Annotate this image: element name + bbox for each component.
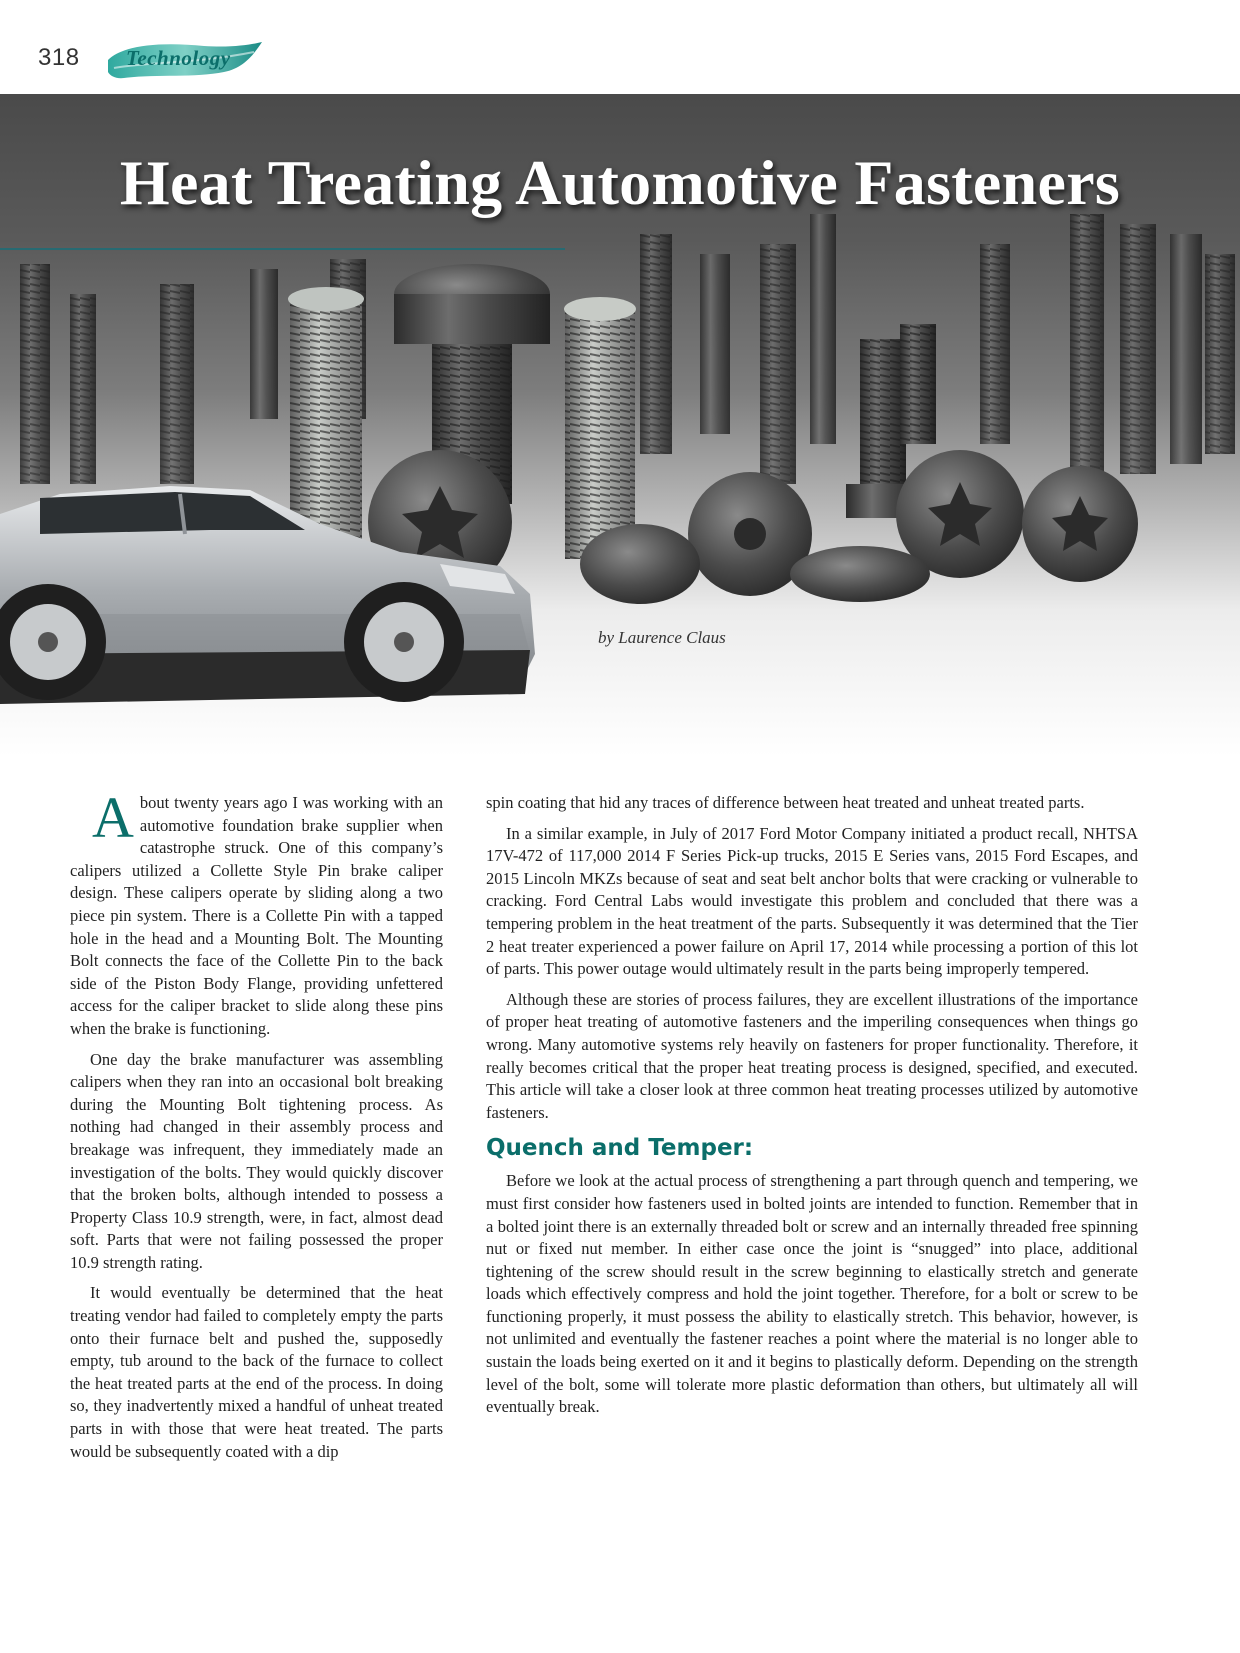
- article-title: Heat Treating Automotive Fasteners: [119, 147, 1121, 218]
- page-number: 318: [38, 44, 80, 71]
- paragraph-intro-text: bout twenty years ago I was working with an automotive foundation brake supplier when catastrophe struck. One of this company’s calipers utilized a Collette Style Pin brake caliper design. These calipers operate by sliding along a two piece pin system. There is a Collette Pin with a tapped hole in the head and a Mounting Bolt. The Mounting Bolt connects the face of the Collette Pin to the back side of the Piston Body Flange, providing unfettered access for the caliper bracket to slide along these pins when the brake is functioning.: [70, 793, 443, 1038]
- paragraph: Before we look at the actual process of strengthening a part through quench and tempering, we must first consider how fasteners used in bolted joints are intended to function. Remember that in a bolted joint there is an externally threaded bolt or screw and an internally threaded free spinning nut or fixed nut member. In either case once the joint is “snugged” into place, additional tightening of the screw should result in the screw beginning to elastically stretch and generate loads which effectively compress and hold the joint together. Therefore, for a bolt or screw to be functioning properly, it must possess the ability to elastically stretch. This behavior, however, is not unlimited and eventually the fastener reaches a point where the material is no longer able to sustain the loads being exerted on it and it begins to plastically deform. Depending on the strength level of the bolt, some will tolerate more plastic deformation than others, but ultimately all will eventually break.: [486, 1171, 1138, 1417]
- paragraph-intro: [70, 785, 443, 1041]
- section-badge: [104, 38, 264, 84]
- paragraph: One day the brake manufacturer was assembling calipers when they ran into an occasional bolt breaking during the Mounting Bolt tightening process. As nothing had changed in their assembly process and breakage was infrequent, they immediately made an investigation of the bolts. They would quickly discover that the broken bolts, although intended to possess a Property Class 10.9 strength, were, in fact, almost dead soft. Parts that were not failing possessed the proper 10.9 strength rating.: [70, 1049, 443, 1272]
- paragraph: Although these are stories of process failures, they are excellent illustrations of the importance of proper heat treating of automotive fasteners and the imperiling consequences when things go wrong. Many automotive systems rely heavily on fasteners for proper functionality. Therefore, it really becomes critical that the proper heat treating process is designed, specified, and executed. This article will take a closer look at three common heat treating processes utilized by automotive fasteners.: [486, 989, 1138, 1122]
- paragraph-continued: spin coating that hid any traces of difference between heat treated and unheat treated parts.: [486, 793, 1085, 812]
- byline: by Laurence Claus: [598, 628, 726, 647]
- article-column-right: [486, 792, 1138, 1427]
- section-heading: Quench and Temper:: [486, 1135, 754, 1162]
- drop-cap: A: [92, 785, 134, 850]
- title-divider: [0, 248, 565, 250]
- hero-image: [0, 94, 1240, 756]
- paragraph: In a similar example, in July of 2017 Ford Motor Company initiated a product recall, NHTSA 17V-472 of 117,000 2014 F Series Pick-up trucks, 2015 E Series vans, 2015 Ford Escapes, and 2015 Lincoln MKZs because of seat and seat belt anchor bolts that were cracking or vulnerable to cracking. Ford Central Labs would investigate this problem and concluded that there was a tempering problem in the heat treatment of the parts. Subsequently it was determined that the Tier 2 heat treater experienced a power failure on April 17, 2014 while processing a portion of this lot of parts. This power outage would ultimately result in the parts being improperly tempered.: [486, 823, 1138, 979]
- article-column-left: [70, 785, 443, 1471]
- paragraph: It would eventually be determined that the heat treating vendor had failed to completely empty the parts onto their furnace belt and pushed the, supposedly empty, tub around to the back of the furnace to collect the heat treated parts at the end of the process. In doing so, they inadvertently mixed a handful of unheat treated parts in with those that were heat treated. The parts would be subsequently coated with a dip: [70, 1283, 443, 1461]
- section-label: Technology: [126, 46, 231, 70]
